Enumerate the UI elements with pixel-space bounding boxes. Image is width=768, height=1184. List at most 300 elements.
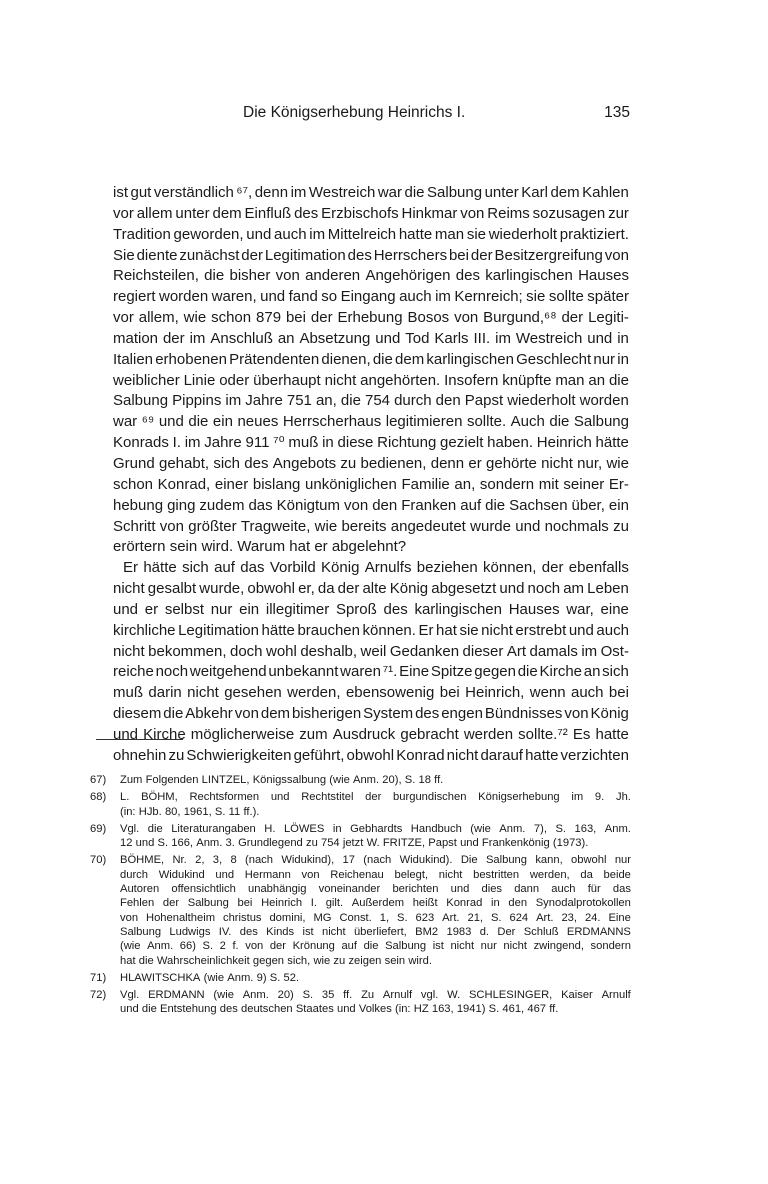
word: oder xyxy=(219,371,250,389)
word: und xyxy=(336,1003,356,1016)
footnote-line xyxy=(120,790,631,804)
footnote-separator xyxy=(96,739,183,740)
word: Sproß xyxy=(335,600,377,618)
word: 12 xyxy=(120,837,133,850)
word: für xyxy=(587,883,601,896)
word: wohl xyxy=(266,642,297,660)
word: die xyxy=(404,184,425,201)
word: nicht xyxy=(450,940,475,953)
word: diesem xyxy=(113,705,162,723)
word: Ludwigs xyxy=(169,925,211,938)
word: Widukind). xyxy=(399,854,453,867)
word: der xyxy=(365,791,382,804)
word: in xyxy=(617,329,629,347)
word: allem xyxy=(136,204,173,222)
word: ⁷¹. xyxy=(382,663,398,681)
word: 461, xyxy=(502,1003,525,1016)
word: hat xyxy=(120,954,136,967)
word: den xyxy=(508,897,528,910)
word: des xyxy=(347,246,372,264)
word: S. xyxy=(490,911,502,924)
word: werden xyxy=(463,725,514,743)
word: Westreich xyxy=(515,329,583,347)
word: im xyxy=(435,288,451,306)
running-title: Die Königserhebung Heinrichs I. xyxy=(243,104,466,121)
word: nur xyxy=(210,600,233,618)
word: nur, xyxy=(577,454,603,472)
word: gut xyxy=(130,184,152,201)
word: sie xyxy=(466,225,486,243)
word: in xyxy=(490,897,500,910)
word: im xyxy=(225,392,242,410)
text-line xyxy=(113,558,629,579)
word: S. xyxy=(202,940,214,953)
word: mit xyxy=(538,475,559,493)
word: karlingischen xyxy=(485,267,573,285)
word: gegen xyxy=(474,663,516,681)
word: (wie xyxy=(470,822,491,835)
word: sie xyxy=(526,288,546,306)
word: Heinrich, xyxy=(465,684,525,702)
word: werden, xyxy=(287,684,341,702)
word: Legiti- xyxy=(588,309,629,327)
word: Karl xyxy=(521,184,548,201)
word: dem xyxy=(550,184,580,201)
word: Entstehung xyxy=(159,1003,217,1016)
word: möglicherweise xyxy=(190,725,295,743)
footnote xyxy=(90,853,631,967)
word: gesehen xyxy=(224,684,282,702)
word: wie xyxy=(606,454,629,472)
word: erörtern xyxy=(113,538,166,556)
word: und xyxy=(375,329,401,347)
text-line xyxy=(113,496,629,517)
word: obwohl xyxy=(571,854,607,867)
word: Salbung xyxy=(113,392,169,410)
word: hatte xyxy=(595,725,629,743)
word: MG xyxy=(313,911,332,924)
word: und xyxy=(450,883,470,896)
word: der xyxy=(470,246,493,264)
word: ein xyxy=(608,496,629,514)
word: gebracht xyxy=(400,725,459,743)
word: BÖHM, xyxy=(141,791,178,804)
word: praktiziert. xyxy=(559,225,629,243)
word: fand xyxy=(288,288,318,306)
word: bei xyxy=(448,246,469,264)
word: Angebots xyxy=(272,454,337,472)
word: Legitimation xyxy=(264,246,346,264)
word: 21, xyxy=(467,911,484,924)
word: Tradition xyxy=(113,225,171,243)
word: 7), xyxy=(533,822,547,835)
word: Schluß xyxy=(523,925,559,938)
word: des xyxy=(415,705,440,723)
word: 911 xyxy=(245,434,270,452)
word: der xyxy=(561,309,584,327)
word: dieser xyxy=(462,642,504,660)
text-line xyxy=(113,183,629,204)
word: den xyxy=(435,392,461,410)
footnote-line xyxy=(120,868,631,882)
word: zeigen xyxy=(348,954,382,967)
word: illegitimer xyxy=(265,600,330,618)
word: Gedanken xyxy=(389,642,460,660)
word: Konrads xyxy=(113,434,169,452)
footnote-line xyxy=(120,911,631,925)
word: im xyxy=(581,642,598,660)
word: nur xyxy=(480,940,497,953)
word: Jahre xyxy=(245,392,283,410)
word: Arnulf xyxy=(601,989,631,1002)
word: zunächst xyxy=(179,246,240,264)
word: muß xyxy=(288,434,319,452)
word: FRITZE, xyxy=(382,837,426,850)
word: jetzt xyxy=(342,837,364,850)
word: 66) xyxy=(179,940,196,953)
word: Reichenau xyxy=(330,868,384,881)
text-line xyxy=(113,225,629,246)
word: dem xyxy=(395,350,425,368)
word: einer xyxy=(214,475,249,493)
word: wurde, xyxy=(199,580,245,598)
word: da xyxy=(580,868,593,881)
word: bekommen, xyxy=(148,642,227,660)
word: unter xyxy=(175,204,210,222)
word: knüpfte xyxy=(502,371,552,389)
word: Heinrich xyxy=(536,434,592,452)
word: erhobenen xyxy=(155,350,227,368)
word: nicht xyxy=(187,684,219,702)
word: SCHLESINGER, xyxy=(468,989,553,1002)
word: Kinds xyxy=(266,925,295,938)
word: er xyxy=(314,538,328,556)
word: 3. xyxy=(225,837,235,850)
word: vor xyxy=(113,309,134,327)
word: (1973). xyxy=(552,837,589,850)
word: da xyxy=(317,580,335,598)
word: diente xyxy=(136,246,178,264)
word: d. xyxy=(479,925,490,938)
word: Art. xyxy=(442,911,460,924)
word: dem xyxy=(260,705,291,723)
word: beziehen xyxy=(416,559,478,577)
word: weil xyxy=(360,642,387,660)
word: und xyxy=(568,621,594,639)
word: worden xyxy=(579,392,629,410)
word: denn xyxy=(430,454,465,472)
word: System xyxy=(363,705,414,723)
word: hatte xyxy=(398,225,433,243)
word: unbekannt xyxy=(268,663,339,681)
word: auf xyxy=(341,940,357,953)
word: Kernreich; xyxy=(454,288,523,306)
word: Jh. xyxy=(615,791,631,804)
word: 163, xyxy=(431,1003,454,1016)
word: anderen xyxy=(305,267,361,285)
word: des xyxy=(219,1003,238,1016)
word: Absetzung xyxy=(299,329,371,347)
word: Herrscherhaus xyxy=(282,413,382,431)
word: Sachsen xyxy=(509,496,568,514)
word: Hohenaltheim xyxy=(145,911,216,924)
word: zum xyxy=(299,725,328,743)
word: 23, xyxy=(561,911,577,924)
text-line xyxy=(113,454,629,475)
word: seiner xyxy=(563,475,605,493)
text-line xyxy=(113,246,629,267)
word: im xyxy=(571,791,584,804)
word: ⁶⁹ xyxy=(141,413,155,431)
word: karlingischen xyxy=(426,350,514,368)
word: HZ xyxy=(413,1003,429,1016)
word: damals xyxy=(529,642,578,660)
word: bereits xyxy=(341,517,387,535)
word: Handbuch xyxy=(410,822,462,835)
word: L. xyxy=(120,791,130,804)
text-line xyxy=(113,537,629,558)
word: nicht xyxy=(541,454,573,472)
word: die xyxy=(340,392,361,410)
word: 624 xyxy=(509,911,529,924)
word: zu xyxy=(305,837,318,850)
word: schon xyxy=(113,475,154,493)
word: weitgehend xyxy=(189,663,267,681)
word: Burgund,⁶⁸ xyxy=(483,309,557,327)
word: den xyxy=(372,496,398,514)
word: (wie xyxy=(203,971,225,984)
word: Anm. xyxy=(352,774,380,786)
word: wie xyxy=(314,517,338,535)
text-line xyxy=(113,308,629,329)
word: das xyxy=(240,559,265,577)
word: der xyxy=(241,246,263,264)
word: König xyxy=(321,559,360,577)
footnote-line xyxy=(120,773,631,787)
word: 1, xyxy=(379,911,390,924)
word: die xyxy=(608,371,629,389)
word: die xyxy=(163,705,184,723)
word: 24. xyxy=(584,911,601,924)
word: S. xyxy=(302,989,314,1002)
word: ⁶⁷, xyxy=(236,184,253,201)
word: wiederholt xyxy=(507,392,576,410)
word: 751 xyxy=(286,392,312,410)
word: Prätendenten xyxy=(229,350,320,368)
word: 3, xyxy=(212,854,223,867)
word: ff. xyxy=(434,774,444,786)
word: und xyxy=(158,413,184,431)
word: Königserhebung xyxy=(478,791,560,804)
word: Rechtstitel xyxy=(301,791,354,804)
word: Vgl. xyxy=(120,989,140,1002)
word: ist xyxy=(113,184,128,201)
word: zu xyxy=(333,954,346,967)
word: von xyxy=(301,868,320,881)
word: die xyxy=(204,267,225,285)
word: Papst xyxy=(428,837,457,850)
word: 1941) xyxy=(456,1003,486,1016)
word: verzichten xyxy=(560,746,629,764)
word: Abkehr xyxy=(185,705,233,723)
footnote-line xyxy=(120,822,631,836)
text-line xyxy=(113,704,629,725)
word: sein xyxy=(384,954,406,967)
word: und xyxy=(270,791,290,804)
word: die xyxy=(147,822,163,835)
word: Gebhardts xyxy=(350,822,403,835)
word: ff. xyxy=(343,989,353,1002)
word: bei xyxy=(608,684,629,702)
word: S. xyxy=(214,805,226,818)
word: von xyxy=(245,940,264,953)
word: an xyxy=(588,371,606,389)
word: kann, xyxy=(535,854,563,867)
word: des xyxy=(244,454,269,472)
word: Es xyxy=(572,725,591,743)
text-line xyxy=(113,287,629,308)
word: und xyxy=(120,1003,139,1016)
word: und xyxy=(587,329,613,347)
word: bisher xyxy=(229,267,271,285)
word: Karls xyxy=(434,329,469,347)
word: Reims xyxy=(487,204,530,222)
footnote-line xyxy=(120,882,631,896)
word: Anm. xyxy=(499,822,526,835)
word: wiederholt xyxy=(488,225,558,243)
word: engen xyxy=(441,705,483,723)
word: das xyxy=(248,496,273,514)
word: sich xyxy=(182,559,209,577)
word: Kirche xyxy=(143,725,186,743)
word: obwohl xyxy=(247,580,295,598)
word: nochmals xyxy=(544,517,609,535)
word: überhaupt xyxy=(253,371,321,389)
word: und xyxy=(215,868,235,881)
word: durch xyxy=(394,392,432,410)
word: ein xyxy=(239,600,260,618)
word: bisherigen xyxy=(291,705,362,723)
text-line xyxy=(113,433,629,454)
word: auch xyxy=(399,288,432,306)
word: eine xyxy=(600,600,629,618)
word: zwingend, xyxy=(533,940,584,953)
word: man xyxy=(555,371,585,389)
text-line xyxy=(113,371,629,392)
word: hatte xyxy=(525,746,559,764)
word: an xyxy=(277,329,295,347)
word: 2, xyxy=(195,854,205,867)
word: Staates xyxy=(295,1003,334,1016)
text-line xyxy=(113,621,629,642)
footnote-number: 72) xyxy=(90,989,107,1002)
text-line xyxy=(113,579,629,600)
word: waren, xyxy=(211,288,257,306)
word: gehörte xyxy=(486,454,537,472)
word: karlingischen xyxy=(414,600,502,618)
footnote xyxy=(90,773,631,787)
word: so xyxy=(321,288,338,306)
word: wie xyxy=(183,309,207,327)
word: von xyxy=(454,309,479,327)
word: können, xyxy=(483,559,537,577)
word: bedienen, xyxy=(360,454,427,472)
word: sich xyxy=(602,663,629,681)
word: sich, xyxy=(287,954,311,967)
word: HLAWITSCHKA xyxy=(120,971,201,984)
word: über, xyxy=(571,496,605,514)
word: man xyxy=(434,225,465,243)
word: bei xyxy=(439,684,460,702)
word: Frankenkönig xyxy=(481,837,550,850)
footnote xyxy=(90,971,631,985)
word: W. xyxy=(447,989,461,1002)
word: Warum xyxy=(237,538,286,556)
word: sich xyxy=(213,454,240,472)
word: Angehörigen xyxy=(365,267,451,285)
word: I. xyxy=(172,434,181,452)
word: nicht xyxy=(438,868,463,881)
word: des xyxy=(239,925,258,938)
word: wie xyxy=(313,954,331,967)
word: Kahlen xyxy=(582,184,629,201)
word: (wie xyxy=(213,989,234,1002)
word: denn xyxy=(254,184,289,201)
word: von xyxy=(604,246,629,264)
word: 11 xyxy=(228,805,241,818)
word: W. xyxy=(366,837,380,850)
word: und xyxy=(460,837,479,850)
word: in xyxy=(332,822,342,835)
word: Nr. xyxy=(172,854,187,867)
word: im xyxy=(184,434,201,452)
word: er xyxy=(468,454,482,472)
word: zu xyxy=(340,454,357,472)
word: sondern xyxy=(479,475,535,493)
word: S. xyxy=(488,1003,500,1016)
word: können. xyxy=(362,621,416,639)
word: war xyxy=(113,413,138,431)
word: (nach xyxy=(245,854,273,867)
word: die xyxy=(363,940,379,953)
word: dem xyxy=(212,204,242,222)
word: und xyxy=(260,288,286,306)
footnote-line xyxy=(120,1002,631,1016)
word: unabhängig xyxy=(248,883,307,896)
word: dienen, xyxy=(321,350,371,368)
word: gilt. xyxy=(325,897,344,910)
word: IV. xyxy=(218,925,232,938)
word: im xyxy=(495,329,511,347)
word: war, xyxy=(566,600,594,618)
word: f. xyxy=(232,940,239,953)
word: Anm. xyxy=(227,971,254,984)
word: wenn xyxy=(529,684,566,702)
word: vor xyxy=(113,204,134,222)
word: kirchliche xyxy=(113,621,176,639)
footnote-number: 69) xyxy=(90,822,107,835)
word: des xyxy=(294,204,319,222)
word: Eine xyxy=(399,663,430,681)
word: Fehlen xyxy=(120,897,155,910)
word: H. xyxy=(264,822,276,835)
word: Franken xyxy=(401,496,457,514)
word: die xyxy=(141,1003,157,1016)
word: sollte. xyxy=(466,413,507,431)
word: Salbung xyxy=(485,854,527,867)
word: 754 xyxy=(320,837,340,850)
word: Ost- xyxy=(600,642,629,660)
